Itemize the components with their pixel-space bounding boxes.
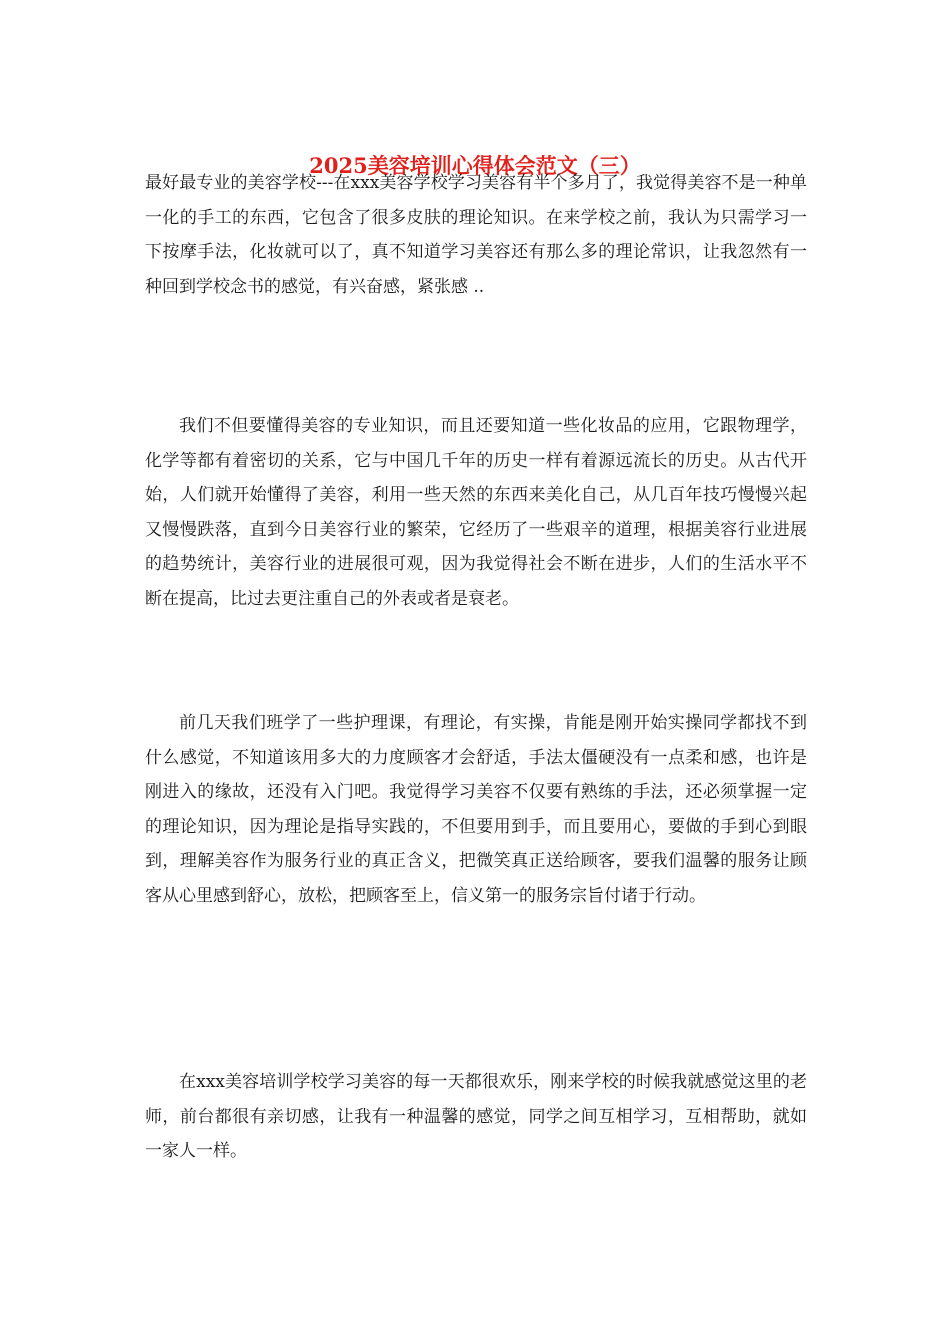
paragraph-3: 前几天我们班学了一些护理课，有理论，有实操，肯能是刚开始实操同学都找不到什么感觉，不知道该用多大的力度顾客才会舒适，手法太僵硬没有一点柔和感，也许是刚进入的缘故，还没有入门吧。我觉得学习美容不仅要有熟练的手法，还必须掌握一定的理论知识，因为理论是指导实践的，不但要用到手，而且要用心，要做的手到心到眼到，理解美容作为服务行业的真正含义，把微笑真正送给顾客，要我们温馨的服务让顾客从心里感到舒心，放松，把顾客至上，信义第一的服务宗旨付诸于行动。 <box>145 713 807 906</box>
paragraph-2: 我们不但要懂得美容的专业知识，而且还要知道一些化妆品的应用，它跟物理学，化学等都有着密切的关系，它与中国几千年的历史一样有着源远流长的历史。从古代开始，人们就开始懂得了美容，利用一些天然的东西来美化自己，从几百年技巧慢慢兴起又慢慢跌落，直到今日美容行业的繁荣，它经历了一些艰辛的道理，根据美容行业进展的趋势统计，美容行业的进展很可观，因为我觉得社会不断在进步，人们的生活水平不断在提高，比过去更注重自己的外表或者是衰老。 <box>145 416 807 609</box>
paragraph-4: 在xxx美容培训学校学习美容的每一天都很欢乐，刚来学校的时候我就感觉这里的老师，前台都很有亲切感，让我有一种温馨的感觉，同学之间互相学习，互相帮助，就如一家人一样。 <box>145 1072 807 1161</box>
paragraph-1: 最好最专业的美容学校---在xxx美容学校学习美容有半个多月了，我觉得美容不是一种单一化的手工的东西，它包含了很多皮肤的理论知识。在来学校之前，我认为只需学习一下按摩手法，化妆就可以了，真不知道学习美容还有那么多的理论常识，让我忽然有一种回到学校念书的感觉，有兴奋感，紧张感 .. <box>145 173 807 297</box>
document-title: 2025美容培训心得体会范文（三） <box>309 153 641 178</box>
